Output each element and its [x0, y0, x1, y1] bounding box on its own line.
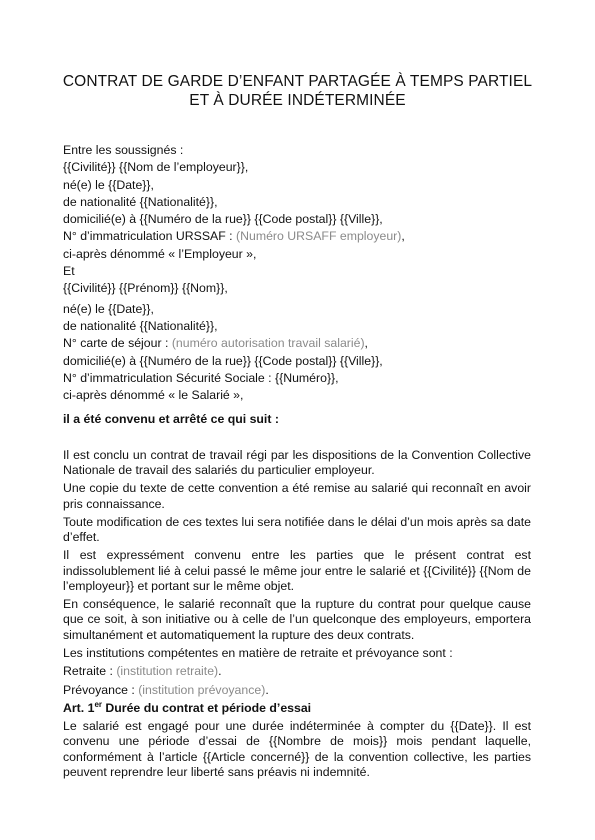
urssaf-label: N° d’immatriculation URSSAF : — [63, 229, 237, 244]
employer-address: domicilié(e) à {{Numéro de la rue}} {{Code postal}} {{Ville}}, — [63, 212, 383, 227]
employee-nationality: de nationalité {{Nationalité}}, — [63, 318, 218, 333]
retraite-label: Retraite : — [63, 664, 117, 679]
permit-suffix: , — [364, 336, 368, 351]
article-title: Durée du contrat et période d’essai — [102, 701, 312, 716]
employee-birth-date: né(e) le {{Date}}, — [63, 301, 154, 316]
prevoyance-label: Prévoyance : — [63, 682, 139, 697]
employee-address: domicilié(e) à {{Numéro de la rue}} {{Code postal}} {{Ville}}, — [63, 353, 383, 368]
employer-alias: ci-après dénommé « l’Employeur », — [63, 246, 257, 261]
urssaf-suffix: , — [401, 229, 405, 244]
paragraph-termination: En conséquence, le salarié reconnaît que la rupture du contrat pour quelque cause que ce soit, à son initiative ou à celle de l’un quelconque des employeurs, emportera simultanément et automatiquement la rupture des deux contrats. — [63, 597, 531, 642]
and-separator: Et — [63, 264, 75, 279]
agreement-heading: il a été convenu et arrêté ce qui suit : — [63, 412, 279, 426]
retraite-dot: . — [218, 664, 222, 679]
paragraph-trial-period: Le salarié est engagé pour une durée indéterminée à compter du {{Date}}. Il est convenu une période d’essai de {{Nombre de mois}} mois pendant laquelle, conformément à l’article {{Article concerné}} de la convention collective, les parties peuvent reprendre leur liberté sans préavis ni indemnité. — [63, 719, 531, 780]
paragraph-modification: Toute modification de ces textes lui sera notifiée dans le délai d’un mois après sa date d’effet. — [63, 514, 531, 545]
retraite-value: (institution retraite) — [116, 664, 219, 679]
article-superscript: er — [94, 699, 102, 709]
article-1-heading — [63, 701, 531, 716]
employer-name: {{Civilité}} {{Nom de l’employeur}}, — [63, 160, 249, 175]
paragraph-copy: Une copie du texte de cette convention a été remise au salarié qui reconnaît en avoir pris connaissance. — [63, 481, 531, 511]
paragraph-convention: Il est conclu un contrat de travail régi par les dispositions de la Convention Collective Nationale de travail des salariés du particulier employeur. — [63, 448, 531, 478]
permit-value: (numéro autorisation travail salarié) — [171, 336, 365, 351]
urssaf-value: (Numéro URSAFF employeur) — [236, 229, 402, 244]
parties-section — [63, 142, 405, 404]
prevoyance-dot: . — [265, 682, 269, 697]
retraite-line — [63, 664, 531, 679]
employer-birth-date: né(e) le {{Date}}, — [63, 177, 154, 192]
permit-label: N° carte de séjour : — [63, 336, 172, 351]
prevoyance-value: (institution prévoyance) — [138, 682, 266, 697]
employer-urssaf — [63, 228, 405, 245]
employee-social-security: N° d’immatriculation Sécurité Sociale : {{Numéro}}, — [63, 370, 339, 385]
title-line-1: CONTRAT DE GARDE D’ENFANT PARTAGÉE À TEMPS PARTIEL — [62, 73, 533, 90]
employee-alias: ci-après dénommé « le Salarié », — [63, 388, 244, 403]
employer-nationality: de nationalité {{Nationalité}}, — [63, 194, 218, 209]
document-title — [40, 72, 555, 110]
title-line-2: ET À DURÉE INDÉTERMINÉE — [189, 92, 406, 109]
employee-name: {{Civilité}} {{Prénom}} {{Nom}}, — [63, 281, 228, 296]
parties-intro: Entre les soussignés : — [63, 143, 184, 157]
employee-permit — [63, 335, 405, 352]
paragraph-institutions: Les institutions compétentes en matière de retraite et prévoyance sont : — [63, 645, 453, 660]
paragraph-linked-contract: Il est expressément convenu entre les parties que le présent contrat est indissolublement lié à celui passé le même jour entre le salarié et {{Civilité}} {{Nom de l’employeur}} et portant sur le même objet. — [63, 548, 531, 594]
article-prefix: Art. 1 — [63, 701, 95, 716]
prevoyance-line — [63, 683, 531, 698]
contract-body — [63, 448, 531, 783]
